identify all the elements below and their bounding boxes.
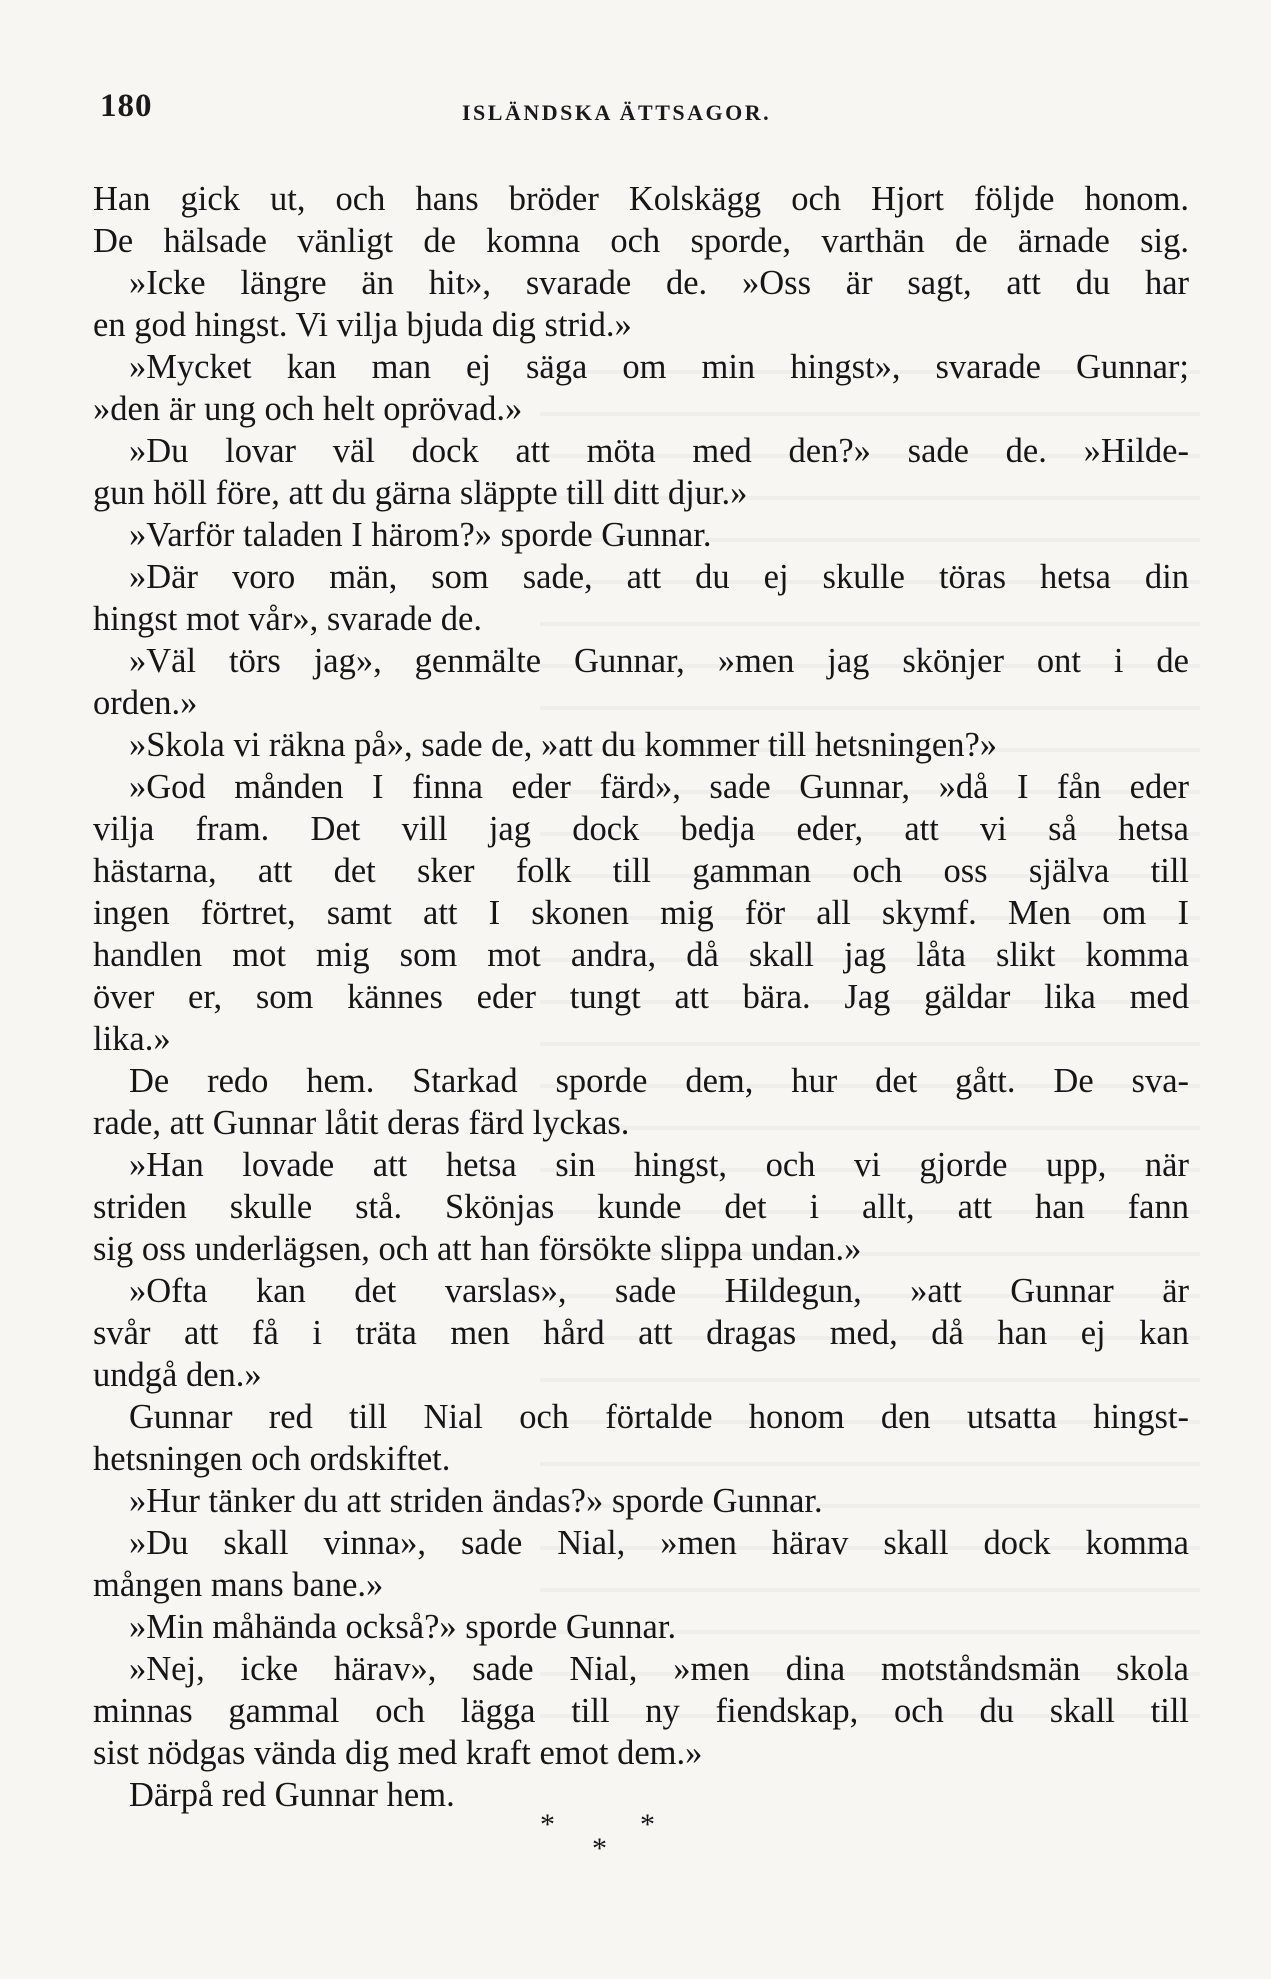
text-line: undgå den.»: [93, 1356, 262, 1394]
text-line: en god hingst. Vi vilja bjuda dig strid.»: [93, 306, 632, 344]
text-line: »Han lovade att hetsa sin hingst, och vi gjorde upp, när: [129, 1146, 1189, 1184]
section-asterism: [540, 1808, 740, 1865]
asterisk: *: [640, 1808, 655, 1841]
text-line: lika.»: [93, 1020, 171, 1058]
text-line: vilja fram. Det vill jag dock bedja eder, att vi så hetsa: [93, 810, 1189, 848]
text-line: Gunnar red till Nial och förtalde honom den utsatta hingst-: [129, 1398, 1189, 1436]
text-line: »Mycket kan man ej säga om min hingst», svarade Gunnar;: [129, 348, 1189, 386]
text-line: mången mans bane.»: [93, 1566, 384, 1604]
asterisk: *: [540, 1808, 555, 1841]
text-line: rade, att Gunnar låtit deras färd lyckas.: [93, 1104, 630, 1142]
text-line: »Nej, icke härav», sade Nial, »men dina motståndsmän skola: [129, 1650, 1189, 1688]
text-line: »Ofta kan det varslas», sade Hildegun, »att Gunnar är: [129, 1272, 1189, 1310]
asterisk: *: [592, 1832, 607, 1865]
text-line: orden.»: [93, 684, 198, 722]
text-line: »Väl törs jag», genmälte Gunnar, »men jag skönjer ont i de: [129, 642, 1189, 680]
text-line: De hälsade vänligt de komna och sporde, varthän de ärnade sig.: [93, 222, 1189, 260]
text-line: »Hur tänker du att striden ändas?» sporde Gunnar.: [129, 1482, 823, 1520]
text-line: svår att få i träta men hård att dragas med, då han ej kan: [93, 1314, 1189, 1352]
text-line: sist nödgas vända dig med kraft emot dem.»: [93, 1734, 703, 1772]
text-line: »Varför taladen I härom?» sporde Gunnar.: [129, 516, 712, 554]
text-line: »Icke längre än hit», svarade de. »Oss är sagt, att du har: [129, 264, 1189, 302]
running-title: ISLÄNDSKA ÄTTSAGOR.: [462, 100, 772, 125]
text-line: »Skola vi räkna på», sade de, »att du kommer till hetsningen?»: [129, 726, 998, 764]
text-line: över er, som kännes eder tungt att bära. Jag gäldar lika med: [93, 978, 1189, 1016]
text-line: hetsningen och ordskiftet.: [93, 1440, 451, 1478]
text-line: hästarna, att det sker folk till gamman och oss själva till: [93, 852, 1189, 890]
text-line: Han gick ut, och hans bröder Kolskägg och Hjort följde honom.: [93, 180, 1189, 218]
text-line: hingst mot vår», svarade de.: [93, 600, 482, 638]
text-line: »Min måhända också?» sporde Gunnar.: [129, 1608, 677, 1646]
text-line: »Du lovar väl dock att möta med den?» sade de. »Hilde-: [129, 432, 1189, 470]
text-line: ingen förtret, samt att I skonen mig för all skymf. Men om I: [93, 894, 1189, 932]
text-line: »God månden I finna eder färd», sade Gunnar, »då I fån eder: [129, 768, 1189, 806]
text-line: De redo hem. Starkad sporde dem, hur det gått. De sva-: [129, 1062, 1189, 1100]
text-line: minnas gammal och lägga till ny fiendskap, och du skall till: [93, 1692, 1189, 1730]
text-line: striden skulle stå. Skönjas kunde det i allt, att han fann: [93, 1188, 1189, 1226]
text-line: »den är ung och helt oprövad.»: [93, 390, 523, 428]
text-line: sig oss underlägsen, och att han försökte slippa undan.»: [93, 1230, 862, 1268]
body-text: [93, 178, 1189, 1816]
page-header: [100, 88, 1200, 128]
text-line: Därpå red Gunnar hem.: [129, 1776, 455, 1814]
text-line: handlen mot mig som mot andra, då skall jag låta slikt komma: [93, 936, 1189, 974]
text-line: »Där voro män, som sade, att du ej skulle töras hetsa din: [129, 558, 1189, 596]
page-number: 180: [100, 88, 153, 124]
text-line: »Du skall vinna», sade Nial, »men härav skall dock komma: [129, 1524, 1189, 1562]
text-line: gun höll före, att du gärna släppte till ditt djur.»: [93, 474, 748, 512]
